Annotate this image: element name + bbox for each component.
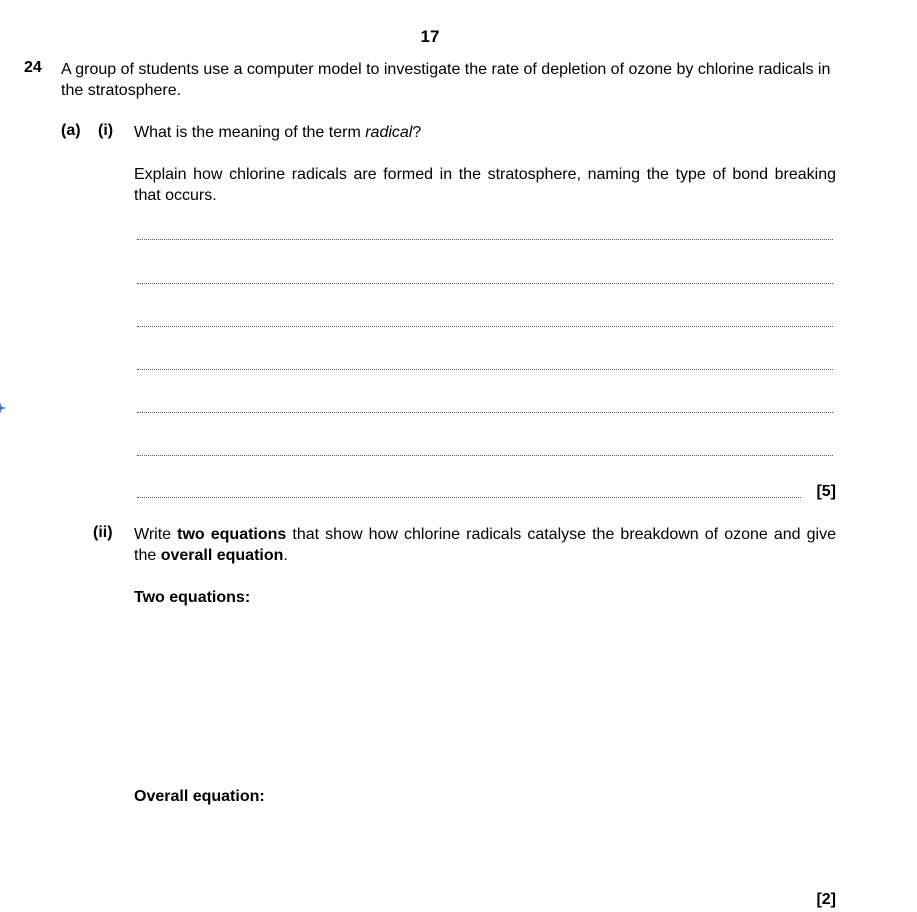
radical-term: radical — [365, 124, 413, 141]
answer-line[interactable] — [137, 239, 833, 240]
answer-line[interactable] — [137, 326, 833, 327]
sub-question-i-prompt — [134, 122, 836, 143]
prompt-text: What is the meaning of the term — [134, 124, 366, 141]
overall-equation-label: Overall equation: — [134, 788, 265, 805]
edge-mark-icon — [0, 402, 6, 414]
prompt-text: Write — [134, 526, 178, 543]
two-equations-answer-area[interactable] — [134, 612, 836, 782]
answer-line[interactable] — [137, 455, 833, 456]
prompt-text-end: . — [283, 547, 288, 564]
two-equations-label: Two equations: — [134, 589, 251, 606]
prompt-text: that show how chlorine radicals catalyse the breakdown of ozone and give the — [134, 526, 836, 564]
page-number: 17 — [420, 27, 440, 46]
prompt-text-end: ? — [412, 124, 422, 141]
overall-equation-answer-area[interactable] — [134, 812, 836, 882]
sub-question-ii-prompt — [134, 524, 836, 566]
sub-question-ii-label: (ii) — [93, 524, 113, 541]
marks-ii: [2] — [816, 891, 836, 908]
question-intro: A group of students use a computer model to investigate the rate of depletion of ozone by chlorine radicals in the stratosphere. — [61, 61, 831, 99]
answer-line[interactable] — [137, 497, 801, 498]
overall-equation-emphasis: overall equation — [160, 547, 284, 564]
answer-line[interactable] — [137, 412, 833, 413]
sub-question-i-explain: Explain how chlorine radicals are formed in the stratosphere, naming the type of bond breaking that occurs. — [134, 166, 836, 204]
sub-question-i-label: (i) — [98, 122, 114, 139]
question-number: 24 — [24, 59, 42, 76]
two-equations-emphasis: two equations — [177, 526, 287, 543]
marks-i: [5] — [816, 483, 836, 500]
part-a-label: (a) — [61, 122, 81, 139]
answer-line[interactable] — [137, 369, 833, 370]
answer-line[interactable] — [137, 283, 833, 284]
